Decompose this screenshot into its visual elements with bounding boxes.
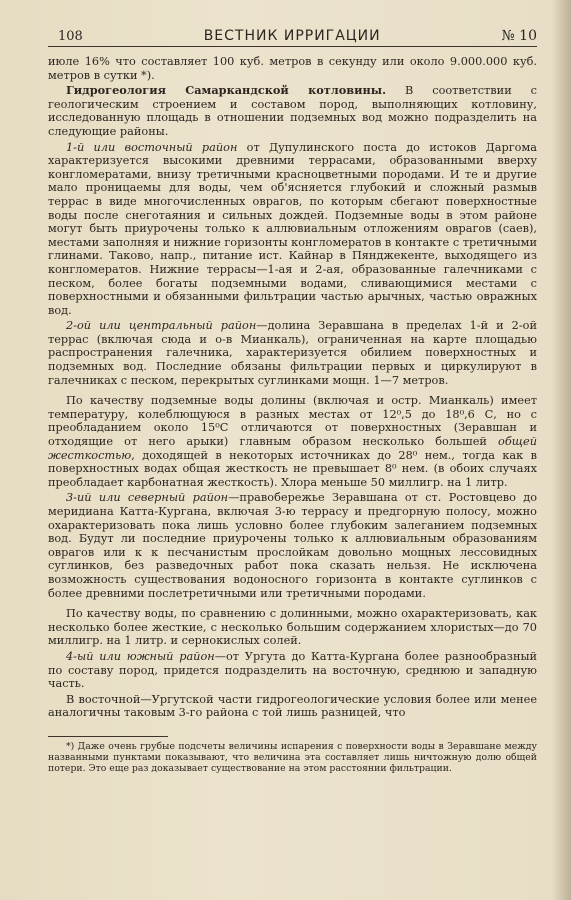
paragraph-text: —от Ургута до Катта-Кургана более разнообразный по составу пород, придется подразделить на восточную, среднюю и западную часть. — [48, 649, 538, 691]
paragraph-district-east — [48, 141, 537, 318]
paragraph-text: , доходящей в некоторых источниках до 28⁰ нем., тогда как в поверхностных водах общая жесткость не превышает 8⁰ нем. (в обоих случаях преобладает карбонатная жесткость). Хлора меньше 50 миллигр. на 1 литр. — [48, 448, 537, 489]
district-heading-east: 1-й или восточный район — [66, 140, 238, 154]
emphasis-hardness: общей жесткостью — [48, 435, 537, 462]
journal-title: ВЕСТНИК ИРРИГАЦИИ — [203, 28, 381, 44]
article-body — [48, 55, 537, 720]
paragraph-district-south — [48, 650, 537, 691]
paragraph-urgut: В восточной—Ургутской части гидрогеологические условия более или менее аналогичны таковым 3-го района с той лишь разницей, что — [48, 692, 537, 720]
paragraph-samarkand-hydrogeology — [48, 84, 537, 138]
district-heading-north: 3-ий или северный район — [66, 491, 229, 505]
paragraph-text: от Дупулинского поста до истоков Даргома характеризуется высокими древними террасами, образованными вверху конгломератами, внизу третичными красноцветными породами. И те и другие мало проницаемы для воды, чем об'ясняется глубокий и сложный размыв террас в виде многочисленных оврагов, по которым сбегают поверхностные воды после снеготаяния и сильных дождей. Подземные воды в этом районе могут быть приурочены только к аллювиальным отложениям оврагов (саев), местами заполняя и нижние горизонты конгломератов в контакте с третичными глинами. Таково, напр., питание ист. Кайнар в Пянджекенте, выходящего из конгломератов. Нижние террасы—1-ая и 2-ая, образованные галечниками с песком, более богаты подземными водами, сливающимися местами с поверхностными и обязанными фильтрации частью арычных, частью овражных вод. — [48, 140, 537, 317]
footnote: *) Даже очень грубые подсчеты величины испарения с поверхности воды в Зеравшане между названными пунктами показывают, что величина эта составляет лишь ничтожную долю общей потери. Это еще раз доказывает существование на этом расстоянии фильтрации. — [48, 740, 537, 775]
paragraph-district-north — [48, 491, 537, 600]
issue-number: № 10 — [501, 28, 537, 44]
paragraph-continuation: июле 16% что составляет 100 куб. метров в секунду или около 9.000.000 куб. метров в сутки *). — [48, 55, 537, 82]
paragraph-district-central — [48, 319, 537, 387]
page-number: 108 — [58, 29, 83, 44]
district-heading-central: 2-ой или центральный район — [66, 319, 257, 333]
page-header — [48, 28, 537, 47]
paragraph-text: По качеству подземные воды долины (включая и остр. Мианкаль) имеет температуру, колеблющуюся в разных местах от 12⁰,5 до 18⁰,6 С, но с преобладанием около 15⁰С отличаются от поверхностных (Зеравшан и отходящие от него арыки) главным образом несколько большей — [48, 394, 537, 449]
paragraph-text: В соответствии с геологическим строением и составом пород, выполняющих котловину, исследованную площадь в отношении подземных вод можно подразделить на следующие районы. — [48, 84, 537, 138]
district-heading-south: 4-ый или южный район — [66, 649, 215, 663]
paragraph-north-quality: По качеству воды, по сравнению с долинными, можно охарактеризовать, как несколько более жесткие, с несколько большим содержанием хлористых—до 70 миллигр. на 1 литр. и сернокислых солей. — [48, 607, 537, 648]
paragraph-text: —долина Зеравшана в пределах 1-й и 2-ой террас (включая сюда и о-в Мианкаль), ограниченная на карте площадью распространения галечника, характеризуется обилием поверхностных и подземных вод. Последние обязаны фильтрации первых и циркулируют в галечниках с песком, перекрытых суглинками мощн. 1—7 метров. — [48, 319, 537, 387]
paragraph-text: —правобережье Зеравшана от ст. Ростовцево до меридиана Катта-Кургана, включая 3-ю террасу и предгорную полосу, можно охарактеризовать пока лишь условно более глубоким залеганием подземных вод. Будут ли последние приурочены только к аллювиальным образованиям оврагов или к к песчанистым прослойкам довольно мощных лессовидных суглинков, без разведочных работ пока сказать нельзя. Не исключена возможность существования водоносного горизонта в контакте суглинков с более древними послетретичными или третичными породами. — [48, 491, 538, 600]
section-heading: Гидрогеология Самаркандской котловины. — [66, 83, 387, 98]
paragraph-water-quality — [48, 394, 537, 489]
